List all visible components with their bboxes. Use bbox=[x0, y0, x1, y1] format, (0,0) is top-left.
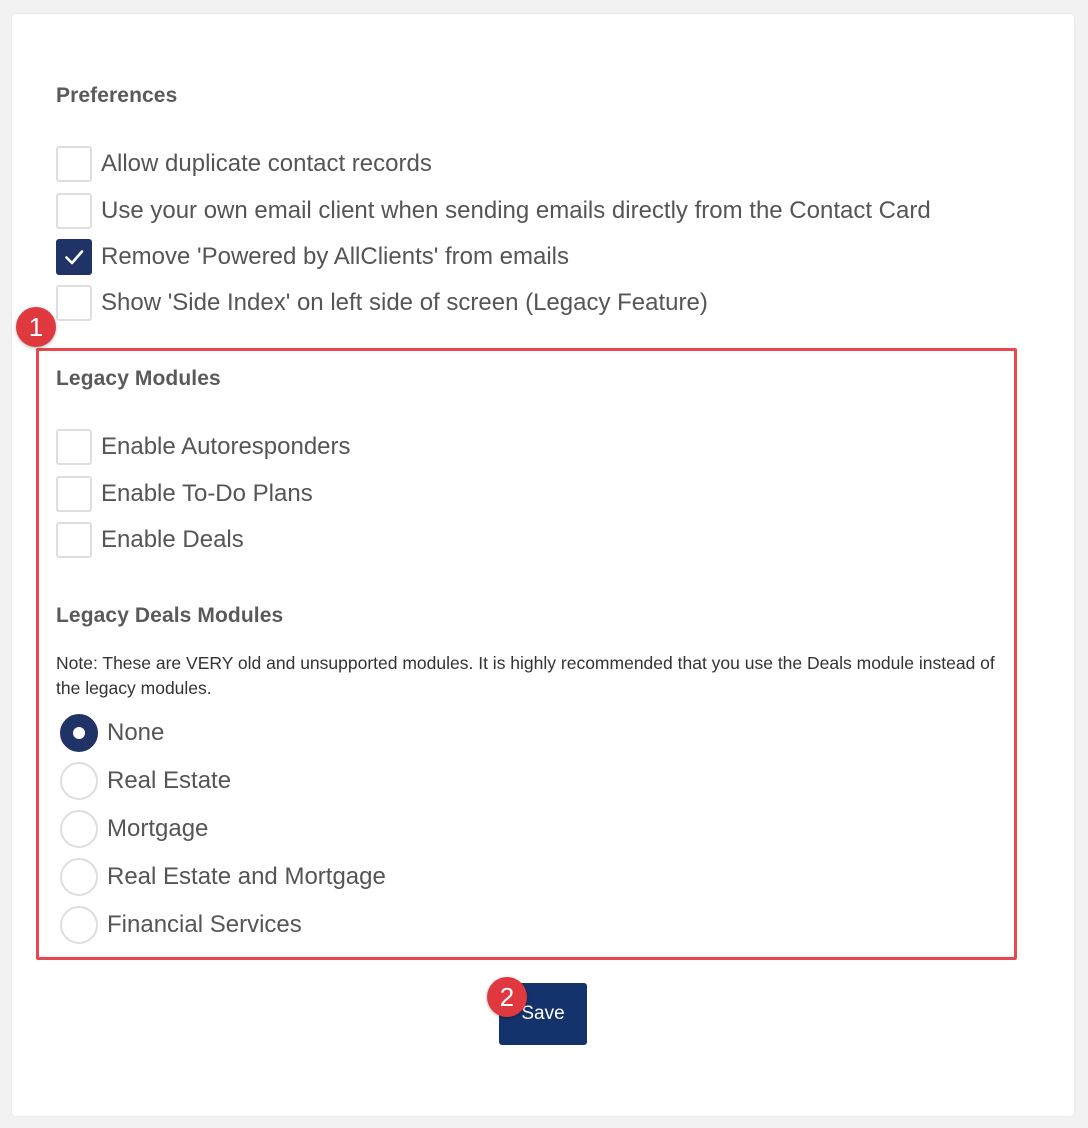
radio[interactable] bbox=[60, 810, 98, 848]
checkbox-label: Enable Deals bbox=[101, 526, 244, 553]
radio-option-real-estate[interactable] bbox=[60, 762, 231, 800]
checkbox-label: Allow duplicate contact records bbox=[101, 150, 432, 177]
legacy-enable-todo-plans[interactable] bbox=[56, 476, 313, 512]
annotation-badge-1: 1 bbox=[16, 307, 56, 347]
checkbox-label: Enable Autoresponders bbox=[101, 433, 351, 460]
checkmark-icon bbox=[64, 247, 84, 267]
legacy-modules-title: Legacy Modules bbox=[56, 367, 221, 390]
checkbox[interactable] bbox=[56, 193, 92, 229]
checkbox-label: Use your own email client when sending emails directly from the Contact Card bbox=[101, 197, 931, 224]
pref-allow-duplicates[interactable] bbox=[56, 146, 432, 182]
radio[interactable] bbox=[60, 906, 98, 944]
checkbox-label: Enable To-Do Plans bbox=[101, 480, 313, 507]
checkbox[interactable] bbox=[56, 429, 92, 465]
radio[interactable] bbox=[60, 858, 98, 896]
radio-label: None bbox=[107, 719, 165, 746]
checkbox[interactable] bbox=[56, 146, 92, 182]
checkbox-checked[interactable] bbox=[56, 239, 92, 275]
radio-checked[interactable] bbox=[60, 714, 98, 752]
legacy-deals-title: Legacy Deals Modules bbox=[56, 604, 284, 627]
annotation-badge-2: 2 bbox=[487, 977, 527, 1017]
radio-label: Mortgage bbox=[107, 815, 209, 842]
checkbox-label: Show 'Side Index' on left side of screen (Legacy Feature) bbox=[101, 289, 708, 316]
legacy-enable-autoresponders[interactable] bbox=[56, 429, 351, 465]
radio-option-mortgage[interactable] bbox=[60, 810, 208, 848]
checkbox[interactable] bbox=[56, 285, 92, 321]
save-button[interactable]: Save bbox=[499, 983, 587, 1045]
radio-option-none[interactable] bbox=[60, 714, 164, 752]
legacy-deals-note: Note: These are VERY old and unsupported modules. It is highly recommended that you use the Deals module instead of the legacy modules. bbox=[56, 653, 995, 698]
radio-label: Real Estate bbox=[107, 767, 232, 794]
radio[interactable] bbox=[60, 762, 98, 800]
radio-dot bbox=[73, 727, 85, 739]
preferences-title: Preferences bbox=[56, 84, 178, 107]
pref-remove-powered-by[interactable] bbox=[56, 239, 569, 275]
checkbox-label: Remove 'Powered by AllClients' from emails bbox=[101, 243, 569, 270]
radio-label: Real Estate and Mortgage bbox=[107, 863, 386, 890]
legacy-enable-deals[interactable] bbox=[56, 522, 244, 558]
radio-option-financial-services[interactable] bbox=[60, 906, 302, 944]
radio-label: Financial Services bbox=[107, 911, 302, 938]
checkbox[interactable] bbox=[56, 476, 92, 512]
pref-own-email-client[interactable] bbox=[56, 193, 931, 229]
radio-option-real-estate-and-mortgage[interactable] bbox=[60, 858, 386, 896]
checkbox[interactable] bbox=[56, 522, 92, 558]
pref-side-index[interactable] bbox=[56, 285, 708, 321]
